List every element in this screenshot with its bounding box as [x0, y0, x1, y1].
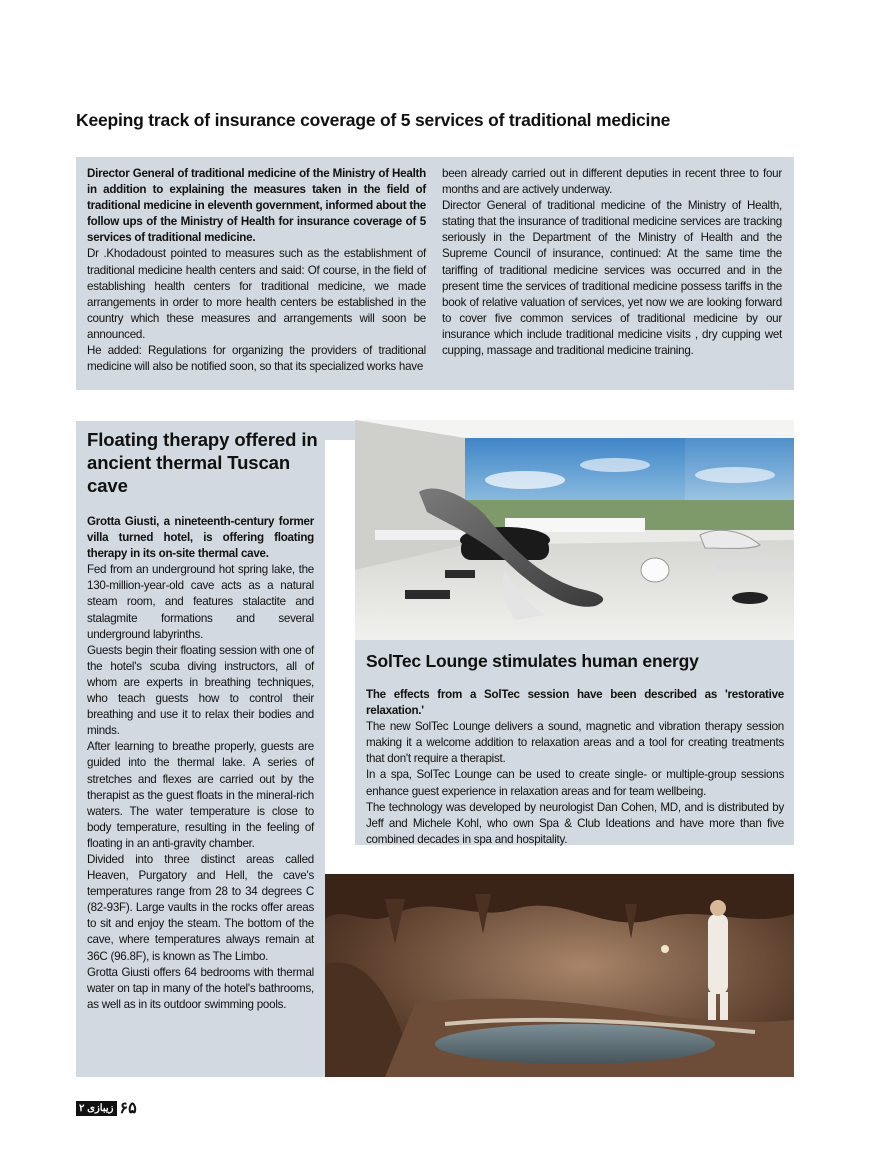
insurance-column-right: [442, 166, 782, 359]
floating-therapy-article-box: [76, 421, 325, 1077]
soltec-paragraph: The technology was developed by neurologist Dan Cohen, MD, and is distributed by Jeff and Michele Kohl, who own Spa & Club Ideations and have more than five combined decades in spa and hospitality.: [366, 800, 784, 846]
soltec-paragraph: In a spa, SolTec Lounge can be used to create single- or multiple-group sessions enhance guest experience in relaxation areas and for team wellbeing.: [366, 768, 784, 798]
soltec-article-box: [355, 640, 794, 845]
soltec-lead: The effects from a SolTec session have been described as 'restorative relaxation.': [366, 688, 784, 718]
soltec-paragraph: The new SolTec Lounge delivers a sound, magnetic and vibration therapy session making it a welcome addition to relaxation areas and a tool for creating treatments that don't require a therapist.: [366, 720, 784, 766]
insurance-lead: Director General of traditional medicine of the Ministry of Health in addition to explaining the measures taken in the field of traditional medicine in eleventh government, informed about the follow ups of the Ministry of Health for insurance coverage of 5 services of traditional medicine.: [87, 167, 426, 245]
insurance-article-box: [76, 157, 794, 390]
floating-therapy-paragraph: Grotta Giusti offers 64 bedrooms with thermal water on tap in many of the hotel's bathrooms, as well as in its outdoor swimming pools.: [87, 965, 314, 1011]
soltec-title: SolTec Lounge stimulates human energy: [366, 651, 699, 671]
floating-therapy-body: [87, 514, 314, 1013]
floating-therapy-lead: Grotta Giusti, a nineteenth-century former villa turned hotel, is offering floating therapy in its on-site thermal cave.: [87, 515, 314, 561]
soltec-body: [366, 687, 784, 848]
insurance-paragraph: Director General of traditional medicine of the Ministry of Health, stating that the insurance of traditional medicine services are tracking seriously in the Department of the Ministry of Health and the Supreme Council of insurance, continued: At the same time the tariffing of traditional medicine services was occurred and in the present time the services of traditional medicine possess tariffs in the book of relative valuation of services, yet now we are looking forward to cover five common services of traditional medicine by our insurance which include traditional medicine visits , dry cupping wet cupping, massage and traditional medicine training.: [442, 199, 782, 358]
insurance-paragraph: Dr .Khodadoust pointed to measures such as the establishment of traditional medicine health centers and said: Of course, in the field of establishing health centers for traditional medicine, we made arrangements in order to more health centers be established in the country which these measures and arrangements will soon be announced.: [87, 247, 426, 341]
floating-therapy-paragraph: Divided into three distinct areas called Heaven, Purgatory and Hell, the cave's temperatures range from 28 to 34 degrees C (82-93F). Large vaults in the rocks offer areas to sit and enjoy the steam. The bottom of the cave, where temperatures always remain at 36C (96.8F), is known as The Limbo.: [87, 852, 314, 963]
insurance-paragraph-continued: been already carried out in different deputies in recent three to four months and are actively underway.: [442, 167, 782, 197]
magazine-badge: زیبازی ۲: [76, 1101, 117, 1116]
floating-therapy-paragraph: Fed from an underground hot spring lake, the 130-million-year-old cave acts as a natural steam room, and features stalactite and stalagmite formations and several underground labyrinths.: [87, 563, 314, 641]
floating-therapy-title: Floating therapy offered in ancient thermal Tuscan cave: [87, 429, 318, 496]
soltec-lounge-photo: [355, 420, 794, 641]
page-number: ۶۵: [119, 1100, 137, 1117]
article-title-insurance: Keeping track of insurance coverage of 5 services of traditional medicine: [76, 110, 671, 130]
insurance-column-left: [87, 166, 426, 375]
thermal-cave-photo: [325, 874, 794, 1077]
insurance-paragraph: He added: Regulations for organizing the providers of traditional medicine will also be notified soon, so that its specialized works have: [87, 344, 426, 374]
layout-gap: [325, 440, 355, 624]
floating-therapy-paragraph: Guests begin their floating session with one of the hotel's scuba diving instructors, all of whom are experts in breathing techniques, who teach guests how to control their breathing and use it to relax their bodies and minds.: [87, 643, 314, 738]
floating-therapy-paragraph: After learning to breathe properly, guests are guided into the thermal lake. A series of stretches and flexes are carried out by the therapist as the guest floats in the mineral-rich waters. The water temperature is close to body temperature, resulting in the feeling of floating in an anti-gravity chamber.: [87, 740, 314, 850]
page-footer: [76, 1100, 137, 1116]
